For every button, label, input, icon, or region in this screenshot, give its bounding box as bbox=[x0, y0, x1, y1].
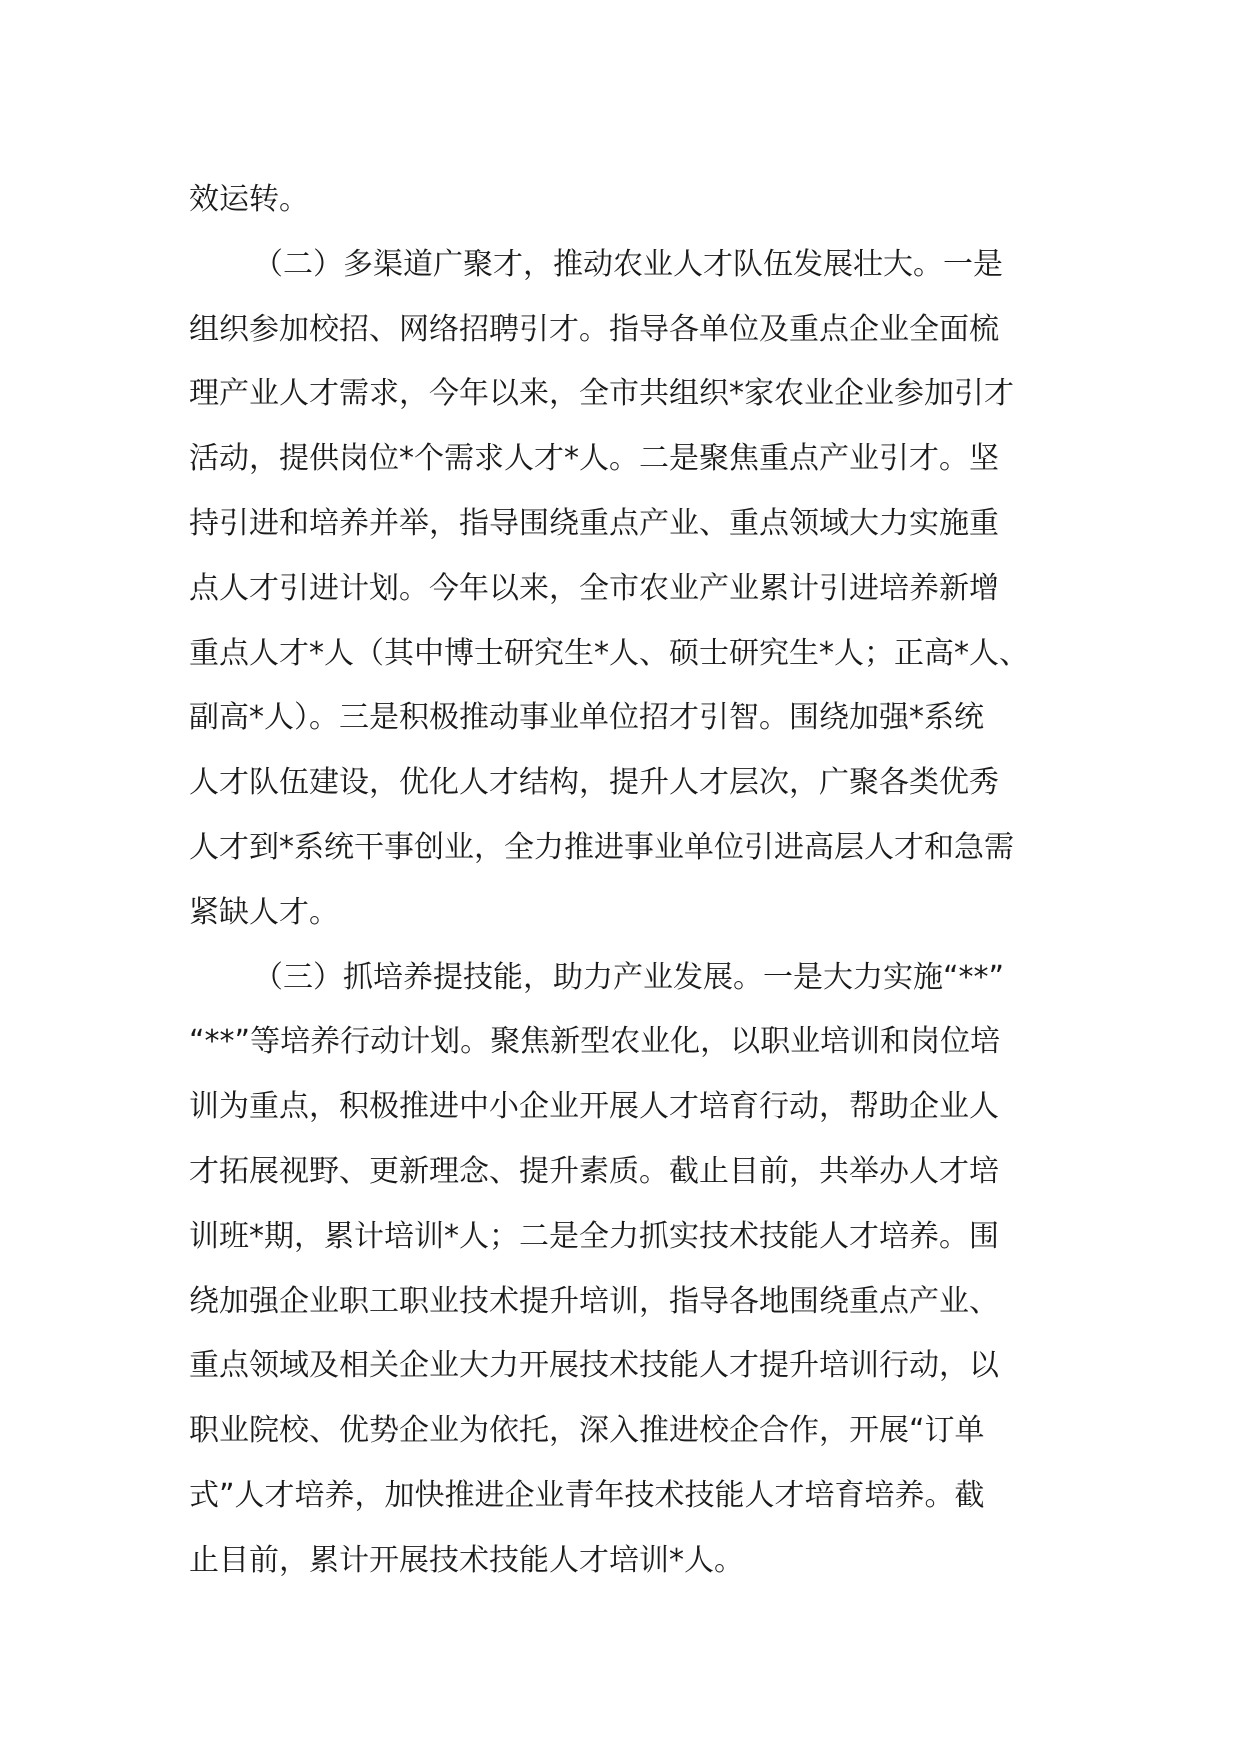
text-line: 人才到*系统干事创业，全力推进事业单位引进高层人才和急需 bbox=[189, 829, 1014, 865]
paragraph-3-heading-line: （三）抓培养提技能，助力产业发展。一是大力实施“**” bbox=[253, 959, 1005, 995]
paragraph-2-heading-line: （二）多渠道广聚才，推动农业人才队伍发展壮大。一是 bbox=[253, 246, 1003, 282]
text-line: 效运转。 bbox=[189, 182, 309, 217]
text-line: 理产业人才需求，今年以来，全市共组织*家农业企业参加引才 bbox=[189, 376, 1014, 412]
text-line: 组织参加校招、网络招聘引才。指导各单位及重点企业全面梳 bbox=[189, 311, 999, 347]
text-line: 才拓展视野、更新理念、提升素质。截止目前，共举办人才培 bbox=[189, 1153, 999, 1189]
text-line: 重点领域及相关企业大力开展技术技能人才提升培训行动，以 bbox=[189, 1348, 999, 1384]
text-line: 人才队伍建设，优化人才结构，提升人才层次，广聚各类优秀 bbox=[189, 765, 999, 801]
text-line: 副高*人）。三是积极推动事业单位招才引智。围绕加强*系统 bbox=[189, 700, 984, 736]
text-line: 式”人才培养，加快推进企业青年技术技能人才培育培养。截 bbox=[189, 1477, 985, 1513]
text-line: 紧缺人才。 bbox=[189, 894, 339, 930]
text-line: 止目前，累计开展技术技能人才培训*人。 bbox=[189, 1542, 744, 1578]
text-line: 点人才引进计划。今年以来，全市农业产业累计引进培养新增 bbox=[189, 570, 999, 606]
text-line: 训班*期，累计培训*人；二是全力抓实技术技能人才培养。围 bbox=[189, 1218, 999, 1254]
text-line: 重点人才*人（其中博士研究生*人、硕士研究生*人；正高*人、 bbox=[189, 635, 1029, 671]
text-line: 持引进和培养并举，指导围绕重点产业、重点领域大力实施重 bbox=[189, 505, 999, 541]
body-text bbox=[189, 168, 1069, 1594]
text-line: 职业院校、优势企业为依托，深入推进校企合作，开展“订单 bbox=[189, 1413, 985, 1449]
text-line: 活动，提供岗位*个需求人才*人。二是聚焦重点产业引才。坚 bbox=[189, 441, 999, 477]
text-line: 绕加强企业职工职业技术提升培训，指导各地围绕重点产业、 bbox=[189, 1283, 999, 1319]
text-line: “**”等培养行动计划。聚焦新型农业化，以职业培训和岗位培 bbox=[189, 1024, 1001, 1060]
text-line: 训为重点，积极推进中小企业开展人才培育行动，帮助企业人 bbox=[189, 1089, 999, 1125]
